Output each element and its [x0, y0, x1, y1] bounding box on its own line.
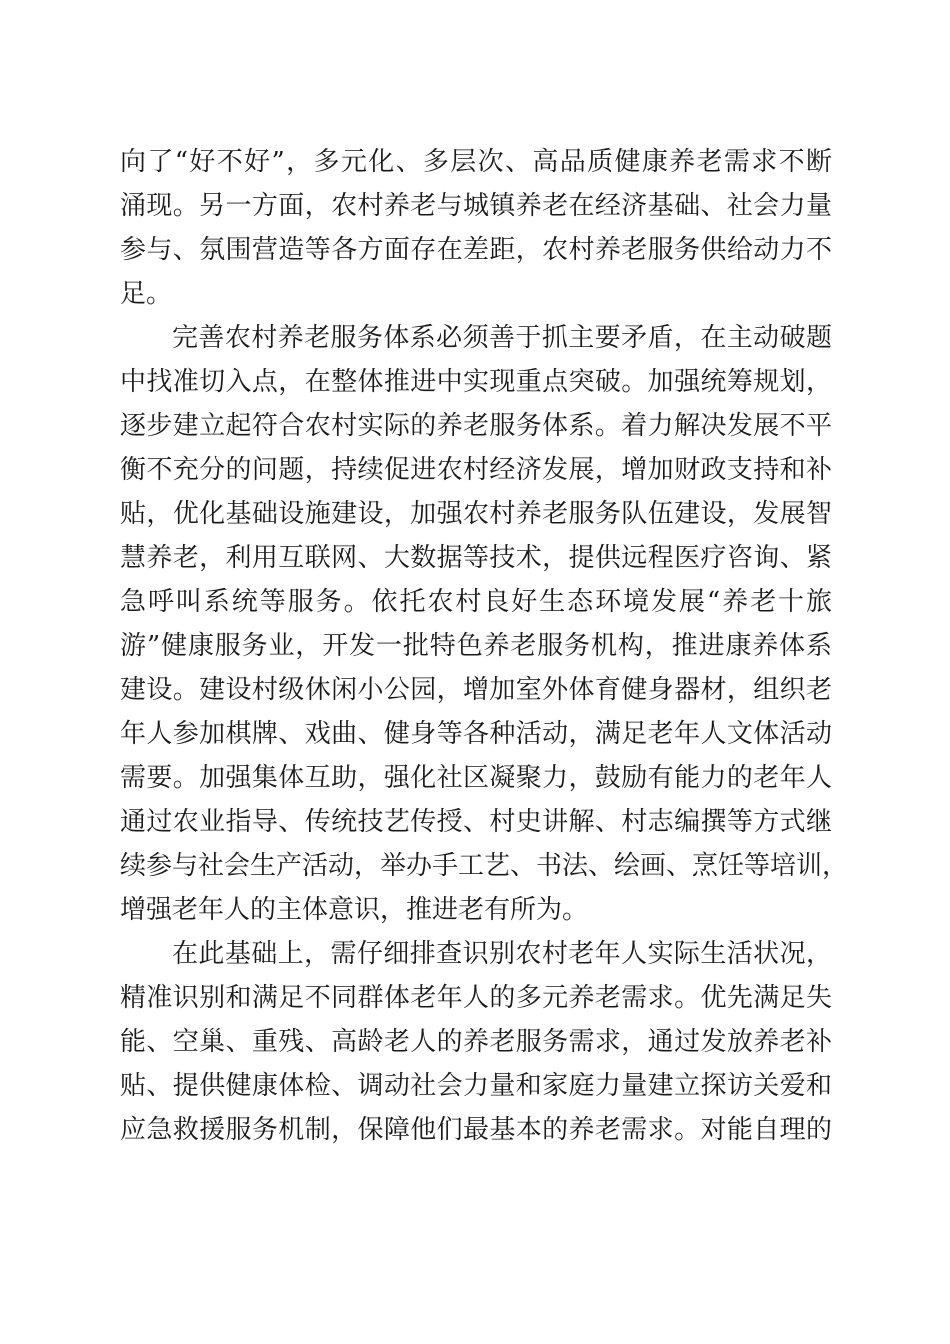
paragraph-2-line-14: 增强老年人的主体意识，推进老有所为。 [120, 895, 589, 925]
paragraph-2-line-7: 急呼叫系统等服务。依托农村良好生态环境发展“养老十旅 [120, 587, 832, 617]
paragraph-2-line-13: 续参与社会生产活动，举办手工艺、书法、绘画、烹饪等培训， [120, 851, 849, 881]
paragraph-2-line-3: 逐步建立起符合农村实际的养老服务体系。着力解决发展不平 [120, 411, 832, 441]
paragraph-2-line-10: 年人参加棋牌、戏曲、健身等各种活动，满足老年人文体活动 [120, 719, 832, 749]
paragraph-2-line-11: 需要。加强集体互助，强化社区凝聚力，鼓励有能力的老年人 [120, 763, 832, 793]
paragraph-1-line-1: 向了“好不好”，多元化、多层次、高品质健康养老需求不断 [120, 147, 832, 177]
paragraph-2-line-8: 游”健康服务业，开发一批特色养老服务机构，推进康养体系 [120, 631, 832, 661]
paragraph-1-line-4: 足。 [120, 279, 173, 309]
paragraph-1-line-2: 涌现。另一方面，农村养老与城镇养老在经济基础、社会力量 [120, 191, 832, 221]
paragraph-3-line-4: 贴、提供健康体检、调动社会力量和家庭力量建立探访关爱和 [120, 1071, 832, 1101]
paragraph-2-line-1: 完善农村养老服务体系必须善于抓主要矛盾，在主动破题 [172, 323, 832, 353]
paragraph-2-line-5: 贴，优化基础设施建设，加强农村养老服务队伍建设，发展智 [120, 499, 832, 529]
paragraph-3-line-5: 应急救援服务机制，保障他们最基本的养老需求。对能自理的 [120, 1115, 832, 1145]
paragraph-2-line-2: 中找准切入点，在整体推进中实现重点突破。加强统筹规划， [120, 367, 832, 397]
paragraph-1-line-3: 参与、氛围营造等各方面存在差距，农村养老服务供给动力不 [120, 235, 832, 265]
paragraph-2-line-12: 通过农业指导、传统技艺传授、村史讲解、村志编撰等方式继 [120, 807, 832, 837]
paragraph-3-line-3: 能、空巢、重残、高龄老人的养老服务需求，通过发放养老补 [120, 1027, 832, 1057]
paragraph-2-line-9: 建设。建设村级休闲小公园，增加室外体育健身器材，组织老 [120, 675, 832, 705]
paragraph-3-line-2: 精准识别和满足不同群体老年人的多元养老需求。优先满足失 [120, 983, 832, 1013]
paragraph-2-line-6: 慧养老，利用互联网、大数据等技术，提供远程医疗咨询、紧 [120, 543, 832, 573]
paragraph-2-line-4: 衡不充分的问题，持续促进农村经济发展，增加财政支持和补 [120, 455, 832, 485]
paragraph-3-line-1: 在此基础上，需仔细排查识别农村老年人实际生活状况， [172, 939, 832, 969]
